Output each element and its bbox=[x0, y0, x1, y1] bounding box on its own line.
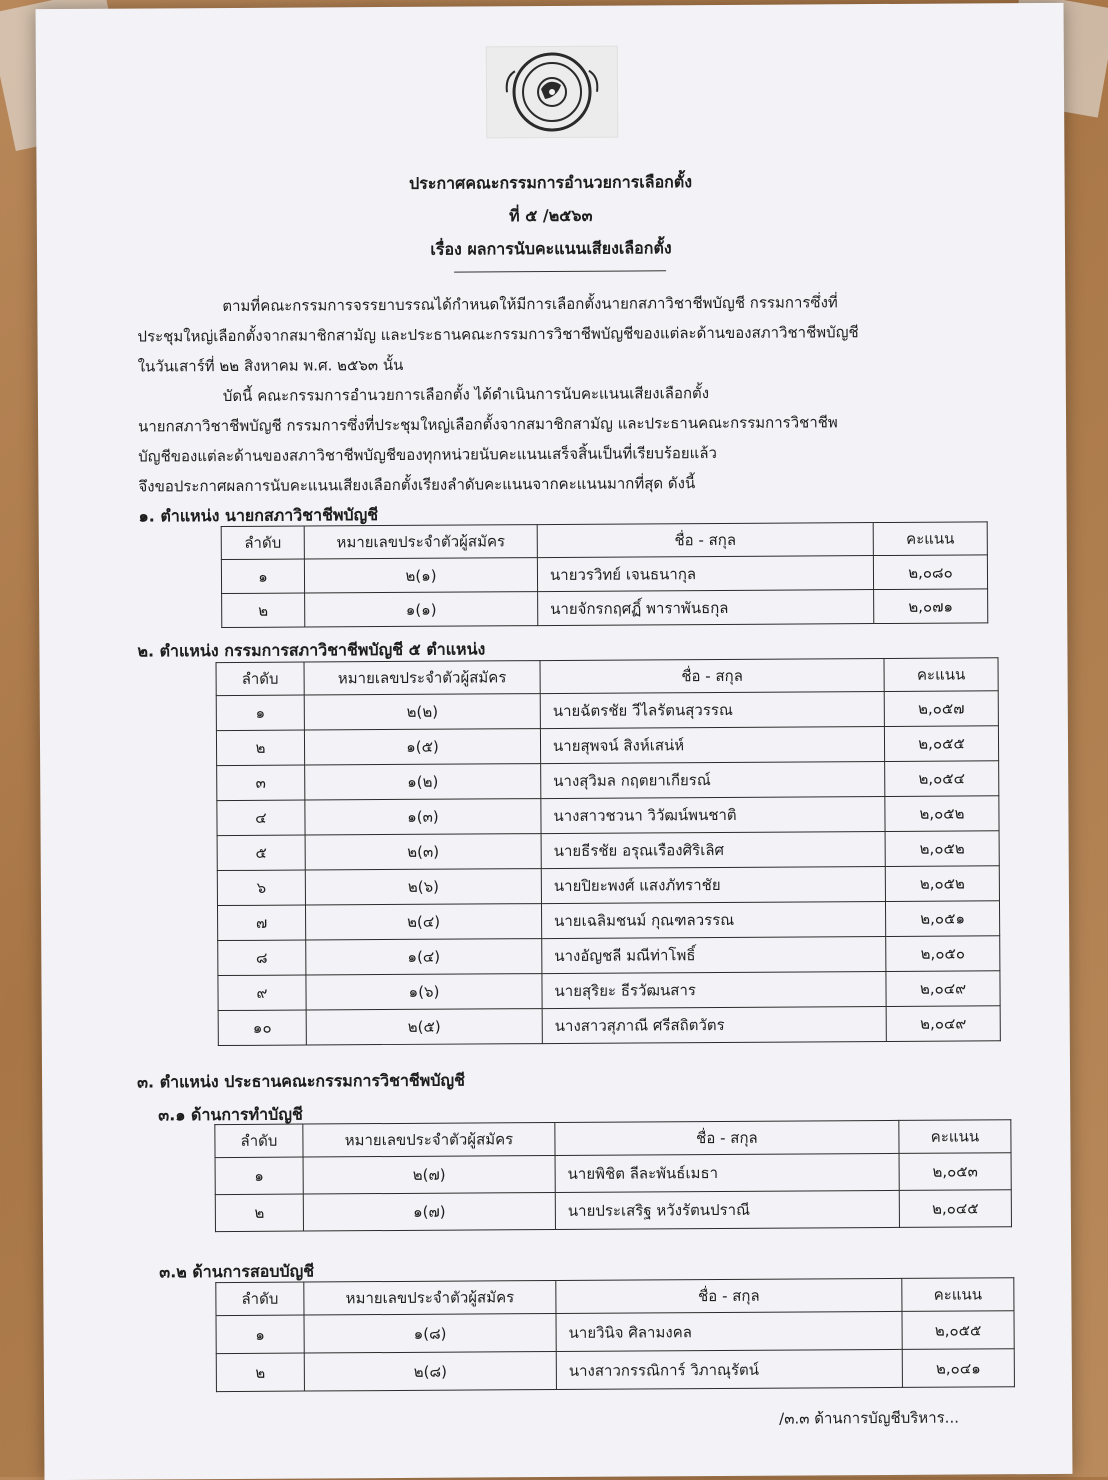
rank-cell: ๕ bbox=[217, 835, 305, 871]
candidate-no-cell: ๑(๗) bbox=[303, 1193, 555, 1232]
candidate-no-cell: ๒(๗) bbox=[303, 1156, 555, 1195]
col-candidate-no: หมายเลขประจำตัวผู้สมัคร bbox=[303, 1123, 555, 1158]
candidate-no-cell: ๒(๘) bbox=[304, 1351, 556, 1391]
score-cell: ๒,๐๗๑ bbox=[874, 589, 988, 624]
section-2-table bbox=[216, 657, 1001, 1046]
intro-line-1: ตามที่คณะกรรมการจรรยาบรรณได้กำหนดให้มีการเลือกตั้งนายกสภาวิชาชีพบัญชี กรรมการซึ่งที่ bbox=[222, 293, 838, 316]
col-rank: ลำดับ bbox=[216, 662, 304, 696]
council-logo bbox=[486, 46, 619, 139]
score-cell: ๒,๐๔๑ bbox=[902, 1349, 1014, 1388]
name-cell: นายประเสริฐ หวังรัตนปราณี bbox=[555, 1190, 899, 1229]
table-row bbox=[218, 1006, 1000, 1046]
score-cell: ๒,๐๕๕ bbox=[902, 1311, 1014, 1350]
score-cell: ๒,๐๕๑ bbox=[885, 901, 999, 937]
rank-cell: ๑ bbox=[215, 1157, 303, 1195]
col-name: ชื่อ - สกุล bbox=[540, 658, 884, 693]
col-score: คะแนน bbox=[873, 522, 987, 556]
rank-cell: ๑๐ bbox=[218, 1010, 306, 1046]
rank-cell: ๗ bbox=[217, 905, 305, 941]
table-row bbox=[216, 1349, 1014, 1392]
continued-note: /๓.๓ ด้านการบัญชีบริหาร... bbox=[779, 1408, 960, 1428]
header-divider bbox=[454, 270, 666, 272]
table-header-row bbox=[221, 522, 987, 560]
name-cell: นายสุพจน์ สิงห์เสน่ห์ bbox=[540, 726, 884, 763]
name-cell: นางสาวสุภาณี ศรีสถิตวัตร bbox=[542, 1006, 886, 1043]
score-cell: ๒,๐๔๕ bbox=[899, 1190, 1011, 1228]
table-row bbox=[217, 866, 999, 906]
rank-cell: ๓ bbox=[217, 765, 305, 801]
score-cell: ๒,๐๕๗ bbox=[884, 691, 998, 727]
score-cell: ๒,๐๕๒ bbox=[885, 831, 999, 867]
rank-cell: ๖ bbox=[217, 870, 305, 906]
table-row bbox=[216, 726, 998, 766]
table-row bbox=[217, 796, 999, 836]
announcement-title: ประกาศคณะกรรมการอำนวยการเลือกตั้ง bbox=[409, 172, 693, 193]
candidate-no-cell: ๒(๒) bbox=[304, 694, 540, 730]
section-3-title: ๓. ตำแหน่ง ประธานคณะกรรมการวิชาชีพบัญชี bbox=[137, 1070, 466, 1092]
score-cell: ๒,๐๔๙ bbox=[886, 971, 1000, 1007]
col-name: ชื่อ - สกุล bbox=[537, 523, 873, 558]
col-candidate-no: หมายเลขประจำตัวผู้สมัคร bbox=[304, 1280, 556, 1315]
col-score: คะแนน bbox=[902, 1278, 1014, 1312]
candidate-no-cell: ๑(๖) bbox=[306, 974, 542, 1010]
table-row bbox=[217, 901, 999, 941]
candidate-no-cell: ๑(๕) bbox=[304, 729, 540, 765]
rank-cell: ๔ bbox=[217, 800, 305, 836]
candidate-no-cell: ๑(๒) bbox=[305, 764, 541, 800]
table-row bbox=[218, 936, 1000, 976]
rank-cell: ๒ bbox=[216, 730, 304, 766]
table-row bbox=[218, 971, 1000, 1011]
rank-cell: ๒ bbox=[222, 593, 305, 628]
result-line-1: บัดนี้ คณะกรรมการอำนวยการเลือกตั้ง ได้ดำเนินการนับคะแนนเสียงเลือกตั้ง bbox=[222, 384, 710, 406]
table-row bbox=[216, 1311, 1014, 1354]
score-cell: ๒,๐๕๐ bbox=[886, 936, 1000, 972]
rank-cell: ๑ bbox=[221, 559, 304, 594]
announcement-number: ที่ ๕ /๒๕๖๓ bbox=[509, 205, 593, 226]
score-cell: ๒,๐๔๙ bbox=[886, 1006, 1000, 1042]
candidate-no-cell: ๑(๔) bbox=[306, 939, 542, 975]
col-name: ชื่อ - สกุล bbox=[555, 1120, 899, 1155]
table-header-row bbox=[216, 658, 998, 696]
rank-cell: ๒ bbox=[216, 1353, 304, 1392]
table-row bbox=[221, 555, 987, 594]
name-cell: นายวรวิทย์ เจนธนากุล bbox=[537, 556, 873, 592]
col-rank: ลำดับ bbox=[216, 1282, 304, 1316]
section-3-2-table bbox=[215, 1277, 1015, 1392]
col-score: คะแนน bbox=[884, 658, 998, 692]
score-cell: ๒,๐๕๒ bbox=[885, 866, 999, 902]
name-cell: นางสุวิมล กฤตยาเกียรณ์ bbox=[541, 761, 885, 798]
section-2-title: ๒. ตำแหน่ง กรรมการสภาวิชาชีพบัญชี ๕ ตำแหน่ง bbox=[137, 639, 486, 661]
rank-cell: ๒ bbox=[215, 1194, 303, 1232]
col-name: ชื่อ - สกุล bbox=[556, 1278, 902, 1313]
name-cell: นายวินิจ ศิลามงคล bbox=[556, 1311, 902, 1351]
candidate-no-cell: ๑(๑) bbox=[305, 592, 538, 627]
announcement-subject: เรื่อง ผลการนับคะแนนเสียงเลือกตั้ง bbox=[430, 238, 672, 259]
candidate-no-cell: ๒(๔) bbox=[305, 904, 541, 940]
table-row bbox=[215, 1190, 1011, 1232]
name-cell: นายฉัตรชัย วีไลรัตนสุวรรณ bbox=[540, 691, 884, 728]
table-row bbox=[222, 589, 988, 628]
section-1-table bbox=[221, 521, 989, 628]
name-cell: นางสาวกรรณิการ์ วิภาณุรัตน์ bbox=[556, 1349, 902, 1389]
name-cell: นางสาวชวนา วิวัฒน์พนชาติ bbox=[541, 796, 885, 833]
col-candidate-no: หมายเลขประจำตัวผู้สมัคร bbox=[304, 525, 537, 559]
candidate-no-cell: ๒(๕) bbox=[306, 1009, 542, 1045]
score-cell: ๒,๐๕๒ bbox=[885, 796, 999, 832]
table-row bbox=[216, 691, 998, 731]
candidate-no-cell: ๑(๓) bbox=[305, 799, 541, 835]
rank-cell: ๙ bbox=[218, 975, 306, 1011]
result-line-2: นายกสภาวิชาชีพบัญชี กรรมการซึ่งที่ประชุมใหญ่เลือกตั้งจากสมาชิกสามัญ และประธานคณะกรรมการวิชาชีพ bbox=[138, 413, 838, 436]
section-3-2-title: ๓.๒ ด้านการสอบบัญชี bbox=[159, 1261, 315, 1282]
table-header-row bbox=[215, 1120, 1011, 1158]
name-cell: นายจักรกฤศฏิ์ พาราพันธกุล bbox=[538, 590, 874, 626]
name-cell: นายพิชิต ลีละพันธ์เมธา bbox=[555, 1153, 899, 1192]
name-cell: นายเฉลิมชนม์ กุณฑลวรรณ bbox=[541, 901, 885, 938]
col-rank: ลำดับ bbox=[215, 1124, 303, 1158]
score-cell: ๒,๐๕๔ bbox=[885, 761, 999, 797]
candidate-no-cell: ๒(๑) bbox=[304, 558, 537, 593]
rank-cell: ๑ bbox=[216, 1315, 304, 1354]
score-cell: ๒,๐๕๕ bbox=[884, 726, 998, 762]
rank-cell: ๑ bbox=[216, 695, 304, 731]
candidate-no-cell: ๒(๖) bbox=[305, 869, 541, 905]
table-row bbox=[215, 1153, 1011, 1195]
score-cell: ๒,๐๕๓ bbox=[899, 1153, 1011, 1191]
rank-cell: ๘ bbox=[218, 940, 306, 976]
col-rank: ลำดับ bbox=[221, 526, 304, 560]
name-cell: นายธีรชัย อรุณเรืองศิริเลิศ bbox=[541, 831, 885, 868]
section-1-title: ๑. ตำแหน่ง นายกสภาวิชาชีพบัญชี bbox=[138, 505, 379, 526]
col-score: คะแนน bbox=[899, 1120, 1011, 1154]
section-3-1-table bbox=[214, 1119, 1012, 1232]
intro-line-3: ในวันเสาร์ที่ ๒๒ สิงหาคม พ.ศ. ๒๕๖๓ นั้น bbox=[137, 355, 404, 376]
intro-line-2: ประชุมใหญ่เลือกตั้งจากสมาชิกสามัญ และประธานคณะกรรมการวิชาชีพบัญชีของแต่ละด้านของสภาวิชาชีพบัญชี bbox=[137, 323, 859, 346]
section-3-1-title: ๓.๑ ด้านการทำบัญชี bbox=[158, 1104, 303, 1125]
result-line-4: จึงขอประกาศผลการนับคะแนนเสียงเลือกตั้งเรียงลำดับคะแนนจากคะแนนมากที่สุด ดังนี้ bbox=[138, 474, 696, 496]
name-cell: นายสุริยะ ธีรวัฒนสาร bbox=[542, 971, 886, 1008]
score-cell: ๒,๐๘๐ bbox=[873, 555, 987, 590]
candidate-no-cell: ๑(๘) bbox=[304, 1313, 556, 1353]
announcement-paper bbox=[36, 3, 1073, 1480]
result-line-3: บัญชีของแต่ละด้านของสภาวิชาชีพบัญชีของทุกหน่วยนับคะแนนเสร็จสิ้นเป็นที่เรียบร้อยแล้ว bbox=[138, 443, 717, 466]
col-candidate-no: หมายเลขประจำตัวผู้สมัคร bbox=[304, 661, 540, 695]
candidate-no-cell: ๒(๓) bbox=[305, 834, 541, 870]
table-header-row bbox=[216, 1278, 1014, 1316]
intro-paragraph bbox=[137, 287, 953, 502]
name-cell: นายปิยะพงศ์ แสงภัทราชัย bbox=[541, 866, 885, 903]
table-row bbox=[217, 831, 999, 871]
name-cell: นางอัญชลี มณีท่าโพธิ์ bbox=[542, 936, 886, 973]
table-row bbox=[217, 761, 999, 801]
